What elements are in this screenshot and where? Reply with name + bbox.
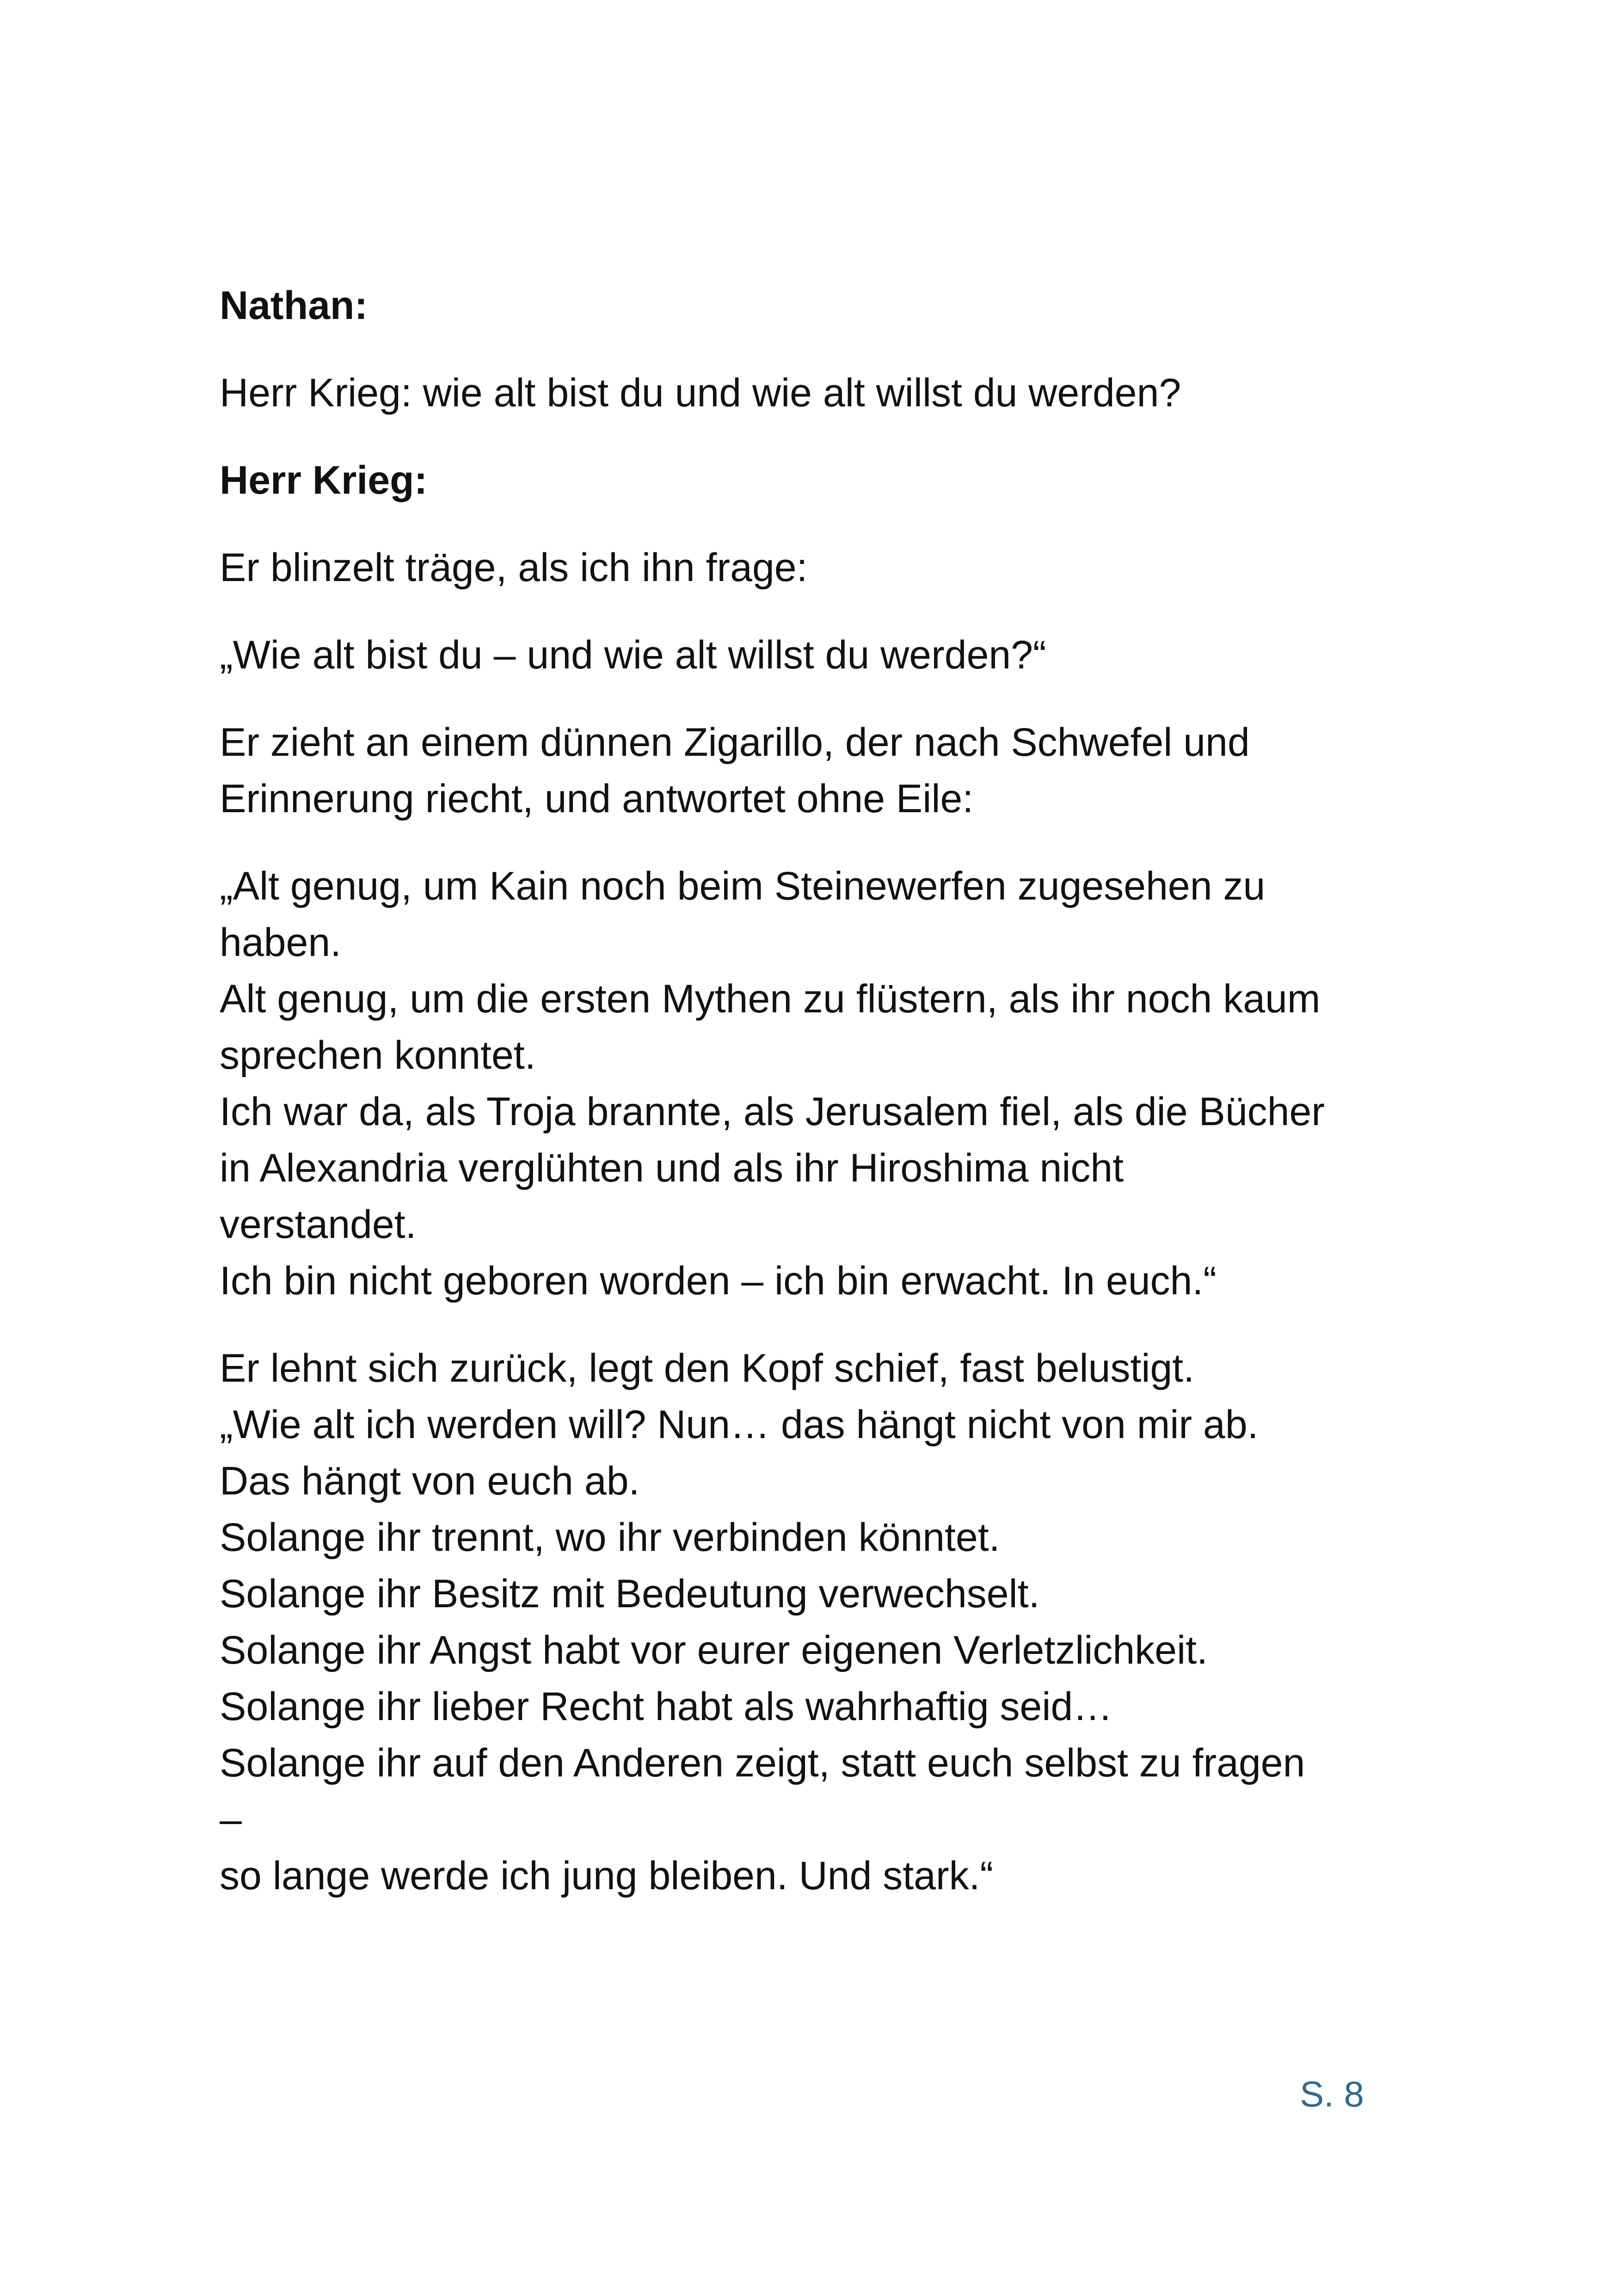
text-line: Solange ihr auf den Anderen zeigt, statt euch selbst zu fragen [220, 1741, 1305, 1785]
text-line: Er zieht an einem dünnen Zigarillo, der nach Schwefel und [220, 720, 1250, 765]
text-line: Ich bin nicht geboren worden – ich bin erwacht. In euch.“ [220, 1259, 1217, 1303]
text-line: „Wie alt bist du – und wie alt willst du werden?“ [220, 633, 1046, 677]
document-body [220, 277, 1376, 1935]
dialogue-paragraph [220, 714, 1376, 827]
dialogue-paragraph [220, 539, 1376, 596]
text-line: so lange werde ich jung bleiben. Und stark.“ [220, 1854, 994, 1898]
text-line: „Alt genug, um Kain noch beim Steinewerfen zugesehen zu [220, 864, 1266, 908]
text-line: verstandet. [220, 1202, 417, 1247]
dialogue-paragraph [220, 1340, 1376, 1904]
text-line: Erinnerung riecht, und antwortet ohne Eile: [220, 777, 974, 821]
text-line: Alt genug, um die ersten Mythen zu flüstern, als ihr noch kaum [220, 977, 1321, 1021]
text-line: Ich war da, als Troja brannte, als Jerusalem fiel, als die Bücher [220, 1090, 1325, 1134]
page-number: S. 8 [1300, 2074, 1364, 2114]
text-line: – [220, 1797, 242, 1842]
text-line: haben. [220, 920, 342, 965]
text-line: Herr Krieg: wie alt bist du und wie alt willst du werden? [220, 371, 1181, 415]
text-line: Solange ihr trennt, wo ihr verbinden könntet. [220, 1515, 1000, 1560]
speaker-name: Herr Krieg: [220, 458, 428, 502]
text-line: Solange ihr Besitz mit Bedeutung verwechselt. [220, 1572, 1040, 1616]
text-line: Er lehnt sich zurück, legt den Kopf schief, fast belustigt. [220, 1346, 1195, 1390]
text-line: Solange ihr lieber Recht habt als wahrhaftig seid… [220, 1684, 1113, 1729]
dialogue-paragraph [220, 627, 1376, 683]
text-line: „Wie alt ich werden will? Nun… das hängt nicht von mir ab. [220, 1402, 1259, 1447]
text-line: Er blinzelt träge, als ich ihn frage: [220, 545, 808, 590]
dialogue-paragraph [220, 858, 1376, 1309]
dialogue-paragraph [220, 365, 1376, 421]
text-line: sprechen konntet. [220, 1033, 536, 1078]
text-line: Das hängt von euch ab. [220, 1459, 640, 1503]
speaker-name: Nathan: [220, 283, 368, 328]
text-line: in Alexandria verglühten und als ihr Hiroshima nicht [220, 1146, 1124, 1190]
text-line: Solange ihr Angst habt vor eurer eigenen Verletzlichkeit. [220, 1628, 1208, 1672]
